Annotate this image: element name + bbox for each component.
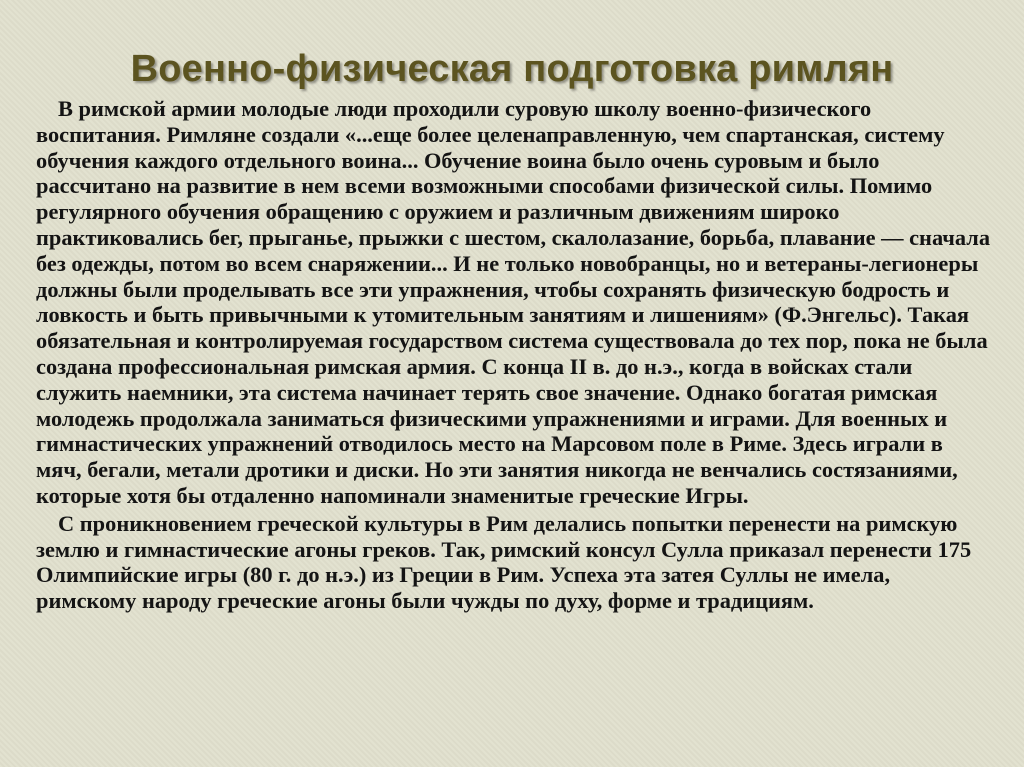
paragraph-2 [36,511,992,614]
slide-body [36,96,992,616]
slide-title: Военно-физическая подготовка римлян [130,48,894,90]
paragraph-1-text: В римской армии молодые люди проходили суровую школу военно-физического воспитания. Римляне создали «...еще более целенаправленную, чем спартанская, систему обучения каждого отдельного воина... Обучение воина было очень суровым и было рассчитано на развитие в нем всеми возможными способами физической силы. Помимо регулярного обучения обращению с оружием и различным движениям широко практиковались бег, прыганье, прыжки с шестом, скалолазание, борьба, плавание — сначала без одежды, потом во всем снаряжении... И не только новобранцы, но и ветераны-легионеры должны были проделывать все эти упражнения, чтобы сохранять физическую бодрость и ловкость и быть привычными к утомительным занятиям и лишениям» (Ф.Энгельс). Такая обязательная и контролируемая государством система существовала до тех пор, пока не была создана профессиональная римская армия. С конца II в. до н.э., когда в войсках стали служить наемники, эта система начинает терять свое значение. Однако богатая римская молодежь продолжала заниматься физическими упражнениями и играми. Для военных и гимнастических упражнений отводилось место на Марсовом поле в Риме. Здесь играли в мяч, бегали, метали дротики и диски. Но эти занятия никогда не венчались состязаниями, которые хотя бы отдаленно напоминали знаменитые греческие Игры. [36,96,991,508]
paragraph-2-text: С проникновением греческой культуры в Рим делались попытки перенести на римскую землю и гимнастические агоны греков. Так, римский консул Сулла приказал перенести 175 Олимпийские игры (80 г. до н.э.) из Греции в Рим. Успеха эта затея Суллы не имела, римскому народу греческие агоны были чужды по духу, форме и традициям. [36,510,972,614]
paragraph-1 [36,96,992,509]
